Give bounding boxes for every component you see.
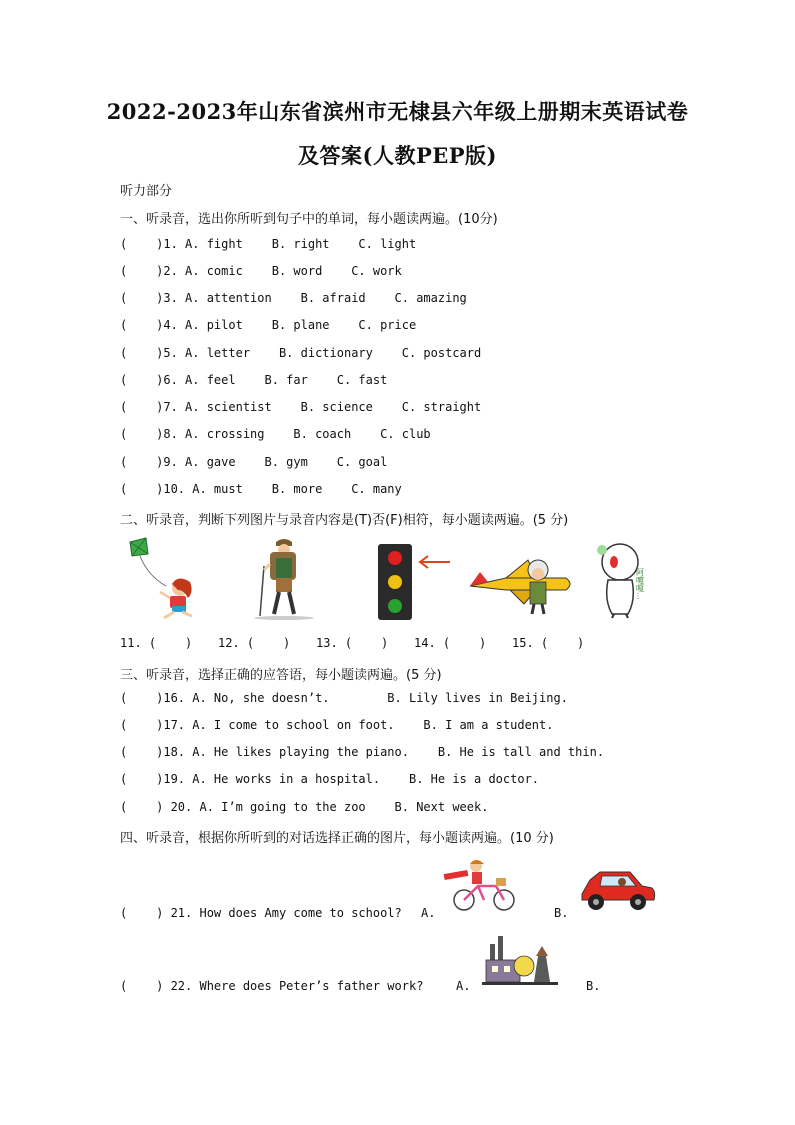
question-20: ( ) 20. A. I’m going to the zoo B. Next week. — [120, 800, 489, 814]
pilot-with-plane-image — [466, 550, 576, 618]
car-image — [578, 862, 658, 914]
part-label: 听力部分 — [120, 184, 173, 199]
question-22: ( ) 22. Where does Peter’s father work? — [120, 979, 424, 993]
section-4-heading: 四、听录音，根据你所听到的对话选择正确的图片，每小题读两遍。(10 分) — [120, 831, 554, 846]
section-2-heading: 二、听录音，判断下列图片与录音内容是(T)否(F)相符，每小题读两遍。(5 分) — [120, 513, 569, 528]
question-9: ( )9. A. gave B. gym C. goal — [120, 455, 388, 469]
title-line-1: 2022-2023年山东省滨州市无棣县六年级上册期末英语试卷 — [106, 99, 689, 124]
question-5: ( )5. A. letter B. dictionary C. postcard — [120, 346, 482, 360]
answer-15: 15. ( ) — [512, 636, 585, 650]
question-4: ( )4. A. pilot B. plane C. price — [120, 318, 417, 332]
q22-option-a-label: A. — [456, 979, 471, 993]
answer-11: 11. ( ) — [120, 636, 193, 650]
question-10: ( )10. A. must B. more C. many — [120, 482, 402, 496]
section-3-heading: 三、听录音，选择正确的应答语，每小题读两遍。(5 分) — [120, 668, 442, 683]
question-6: ( )6. A. feel B. far C. fast — [120, 373, 388, 387]
title-line-2: 及答案(人教PEP版) — [298, 143, 497, 168]
q21-option-b-label: B. — [554, 906, 569, 920]
question-18: ( )18. A. He likes playing the piano. B. He is tall and thin. — [120, 745, 605, 759]
girl-with-kite-image — [118, 536, 210, 620]
question-19: ( )19. A. He works in a hospital. B. He is a doctor. — [120, 772, 540, 786]
factory-image — [480, 930, 560, 986]
hiker-image — [248, 536, 318, 620]
question-16: ( )16. A. No, she doesn’t. B. Lily lives in Beijing. — [120, 691, 568, 705]
question-1: ( )1. A. fight B. right C. light — [120, 237, 417, 251]
sneeze-caption: 阿嚏嗄... — [635, 568, 645, 600]
question-21: ( ) 21. How does Amy come to school? — [120, 906, 402, 920]
question-7: ( )7. A. scientist B. science C. straight — [120, 400, 482, 414]
answer-12: 12. ( ) — [218, 636, 291, 650]
answer-14: 14. ( ) — [414, 636, 487, 650]
answer-13: 13. ( ) — [316, 636, 389, 650]
section-1-heading: 一、听录音，选出你所听到句子中的单词，每小题读两遍。(10分) — [120, 212, 498, 227]
question-3: ( )3. A. attention B. afraid C. amazing — [120, 291, 467, 305]
sneezing-cartoon-image — [594, 540, 654, 620]
girl-on-bicycle-image — [440, 856, 520, 912]
question-8: ( )8. A. crossing B. coach C. club — [120, 427, 431, 441]
q21-option-a-label: A. — [421, 906, 436, 920]
traffic-light-image — [372, 542, 454, 622]
q22-option-b-label: B. — [586, 979, 601, 993]
question-17: ( )17. A. I come to school on foot. B. I am a student. — [120, 718, 554, 732]
question-2: ( )2. A. comic B. word C. work — [120, 264, 402, 278]
